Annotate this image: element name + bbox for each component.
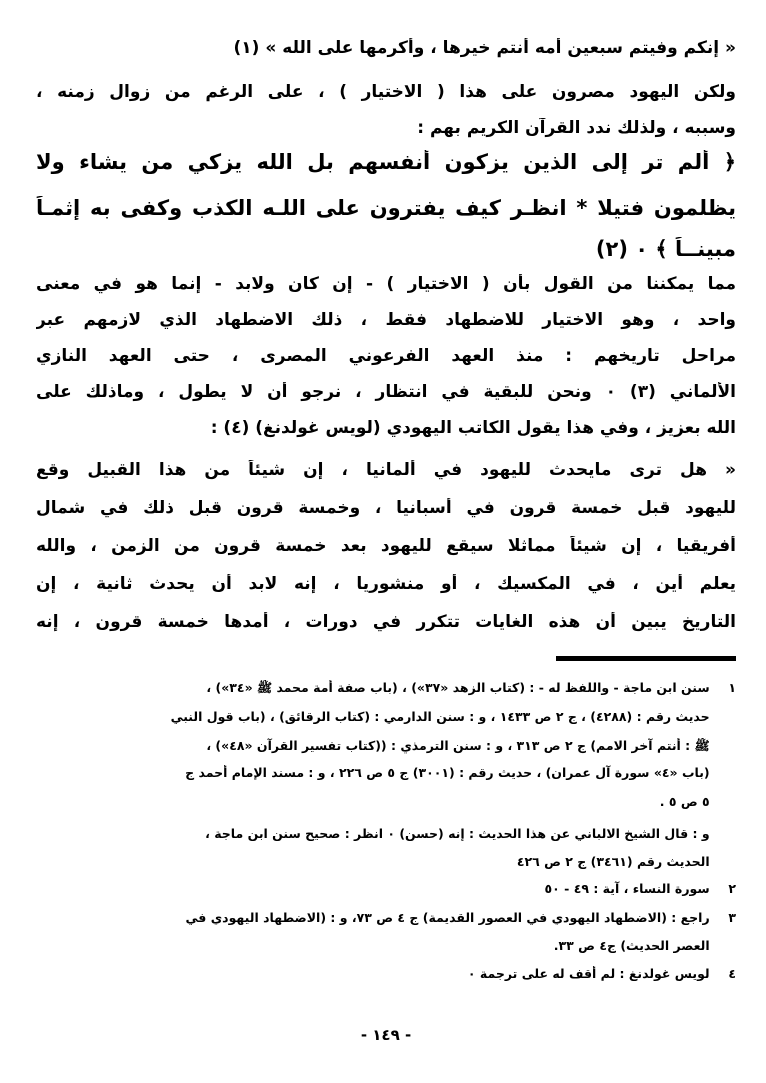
footnote-text: حديث رقم : (٤٢٨٨) ، ج ٢ ص ١٤٣٣ ، و : سنن الدارمي : (كتاب الرقائق) ، (باب قول النبي bbox=[170, 709, 710, 724]
quote-line: يعلم أين ، في المكسيك ، أو منشوريا ، إنه لابد أن يحدث ثانية ، إن bbox=[36, 574, 736, 594]
footnote-text: لويس غولدنغ : لم أقف له على ترجمة ٠ bbox=[467, 966, 710, 981]
text-line: واحد ، وهو الاختيار للاضطهاد فقط ، ذلك الاضطهاد الذي لازمهم عبر bbox=[36, 310, 736, 330]
footnote-line bbox=[36, 966, 736, 981]
footnote-line bbox=[36, 709, 736, 724]
footnote-number: ٤ bbox=[728, 966, 736, 981]
page-number: - ١٤٩ - bbox=[360, 1026, 412, 1044]
footnote-line bbox=[36, 794, 736, 809]
footnote-line bbox=[36, 738, 736, 757]
footnote-text: العصر الحديث) ج٤ ص ٣٣. bbox=[553, 938, 710, 953]
footnote-text: و : قال الشيخ الالباني عن هذا الحديث : إنه (حسن) ٠ انظر : صحيح سنن ابن ماجة ، bbox=[205, 826, 710, 841]
text-line: ولكن اليهود مصرون على هذا ( الاختيار ) ، على الرغم من زوال زمنه ، bbox=[36, 82, 736, 102]
footnote-text: ٥ ص ٥ . bbox=[659, 794, 710, 809]
footnote-line bbox=[36, 938, 736, 953]
quran-verse-line: مبينــاً ﴾ ٠ (٢) bbox=[595, 237, 736, 261]
footnote-text: الحديث رقم (٣٤٦١) ج ٢ ص ٤٢٦ bbox=[516, 854, 710, 869]
text-line: مما يمكننا من القول بأن ( الاختيار ) - إن كان ولابد - إنما هو في معنى bbox=[36, 274, 736, 294]
footnote-separator bbox=[556, 656, 736, 661]
footnote-text: (باب «٤» سورة آل عمران) ، حديث رقم : (٣٠٠١) ج ٥ ص ٢٢٦ ، و : مسند الإمام أحمد ج bbox=[185, 765, 710, 780]
quran-verse-line: يظلمون فتيلا * انظـر كيف يفترون على اللـه الكذب وكفى به إثمـاً bbox=[36, 196, 736, 220]
text-line: الله بعزيز ، وفي هذا يقول الكاتب اليهودي (لويس غولدنغ) (٤) : bbox=[210, 418, 736, 438]
footnote-line bbox=[36, 854, 736, 869]
footnote-text: ﷺ : أنتم آخر الامم) ج ٢ ص ٣١٣ ، و : سنن الترمذي : ((كتاب تفسير القرآن «٤٨») ، bbox=[206, 738, 710, 753]
footnote-line bbox=[36, 910, 736, 925]
footnote-line bbox=[36, 826, 736, 841]
quote-line: التاريخ يبين أن هذه الغايات تتكرر في دورات ، أمدها خمسة قرون ، إنه bbox=[36, 612, 736, 632]
footnote-text: سورة النساء ، آية : ٤٩ - ٥٠ bbox=[544, 881, 710, 896]
quote-line: لليهود قبل خمسة قرون في أسبانيا ، وخمسة قرون قبل ذلك في شمال bbox=[36, 498, 736, 518]
quote-line: « هل ترى مايحدث لليهود في ألمانيا ، إن شيئاً من هذا القبيل وقع bbox=[36, 460, 736, 480]
footnote-number: ٣ bbox=[728, 910, 736, 925]
footnote-text: سنن ابن ماجة - واللفظ له - : (كتاب الزهد «٣٧») ، (باب صفة أمة محمد ﷺ «٣٤») ، bbox=[206, 680, 710, 695]
quote-line: أفريقيا ، إن شيئاً مماثلا سيقع لليهود بعد خمسة قرون من الزمن ، والله bbox=[36, 536, 736, 556]
document-page bbox=[36, 0, 736, 1083]
text-line: وسببه ، ولذلك ندد القرآن الكريم بهم : bbox=[417, 118, 736, 138]
footnote-line bbox=[36, 680, 736, 699]
footnote-number: ٢ bbox=[728, 881, 736, 896]
quran-verse-line: ﴿ ألم تر إلى الذين يزكون أنفسهم بل الله يزكي من يشاء ولا bbox=[36, 150, 736, 174]
footnote-line bbox=[36, 765, 736, 780]
footnote-number: ١ bbox=[728, 680, 736, 695]
footnote-line bbox=[36, 881, 736, 896]
text-line: مراحل تاريخهم : منذ العهد الفرعوني المصرى ، حتى العهد النازي bbox=[36, 346, 736, 366]
text-line: الألماني (٣) ٠ ونحن للبقية في انتظار ، نرجو أن لا يطول ، وماذلك على bbox=[36, 382, 736, 402]
text-line: « إنكم وفيتم سبعين أمه أنتم خيرها ، وأكرمها على الله » (١) bbox=[233, 38, 736, 58]
footnote-text: راجع : (الاضطهاد اليهودي في العصور القديمة) ج ٤ ص ٧٣، و : (الاضطهاد اليهودي في bbox=[185, 910, 710, 925]
